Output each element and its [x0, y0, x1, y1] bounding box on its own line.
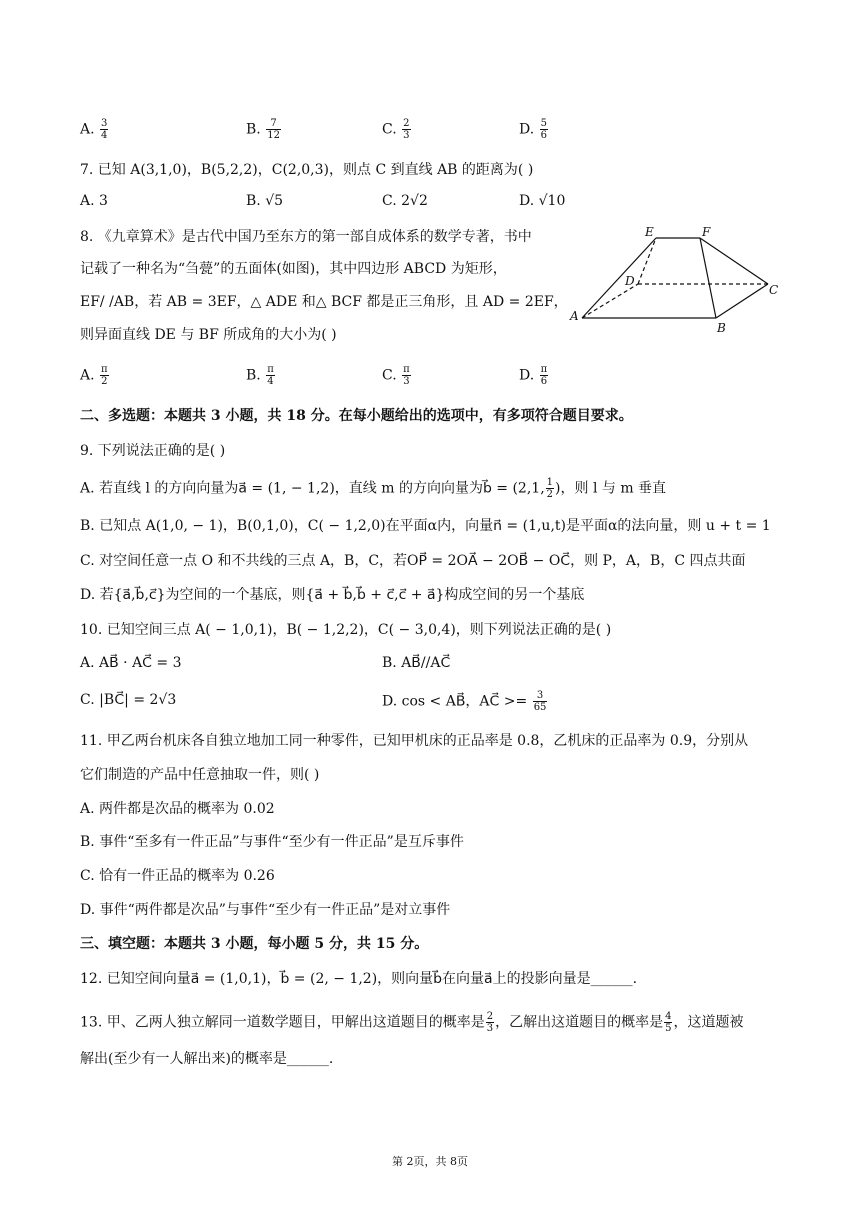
label-c: C — [769, 283, 779, 297]
q7-option-c: C. 2√2 — [382, 193, 428, 209]
q9-option-b: B. 已知点 A(1,0, − 1)，B(0,1,0)，C( − 1,2,0)在平面α内，向量n⃗ = (1,u,t)是平面α的法向量，则 u + t = 1 — [80, 518, 771, 534]
label-e: E — [645, 225, 654, 239]
section-2-heading: 二、多选题：本题共 3 小题，共 18 分。在每小题给出的选项中，有多项符合题目要求。 — [80, 408, 633, 424]
edge-de — [638, 238, 656, 284]
q8-option-b: B. $\frac{\pi}{4}$ — [246, 364, 274, 387]
q10-option-a: A. AB⃗ · AC⃗ = 3 — [80, 655, 182, 671]
q6-option-d: D. $\frac{5}{6}$ — [519, 118, 548, 141]
q8-line-1: 8. 《九章算术》是古代中国乃至东方的第一部自成体系的数学专著，书中 — [80, 229, 532, 245]
q13-line-2: 解出(至少有一人解出来)的概率是______. — [80, 1051, 334, 1067]
q8-line-3: EF/ /AB，若 AB = 3EF，△ ADE 和△ BCF 都是正三角形，且 AD = 2EF， — [80, 294, 568, 310]
q10-option-d: D. cos < AB⃗，AC⃗ >= $\frac{3}{65}$ — [382, 690, 547, 713]
q10-stem: 10. 已知空间三点 A( − 1,0,1)，B( − 1,2,2)，C( − 3,0,4)，则下列说法正确的是( ) — [80, 622, 612, 638]
q7-option-a: A. 3 — [80, 193, 108, 209]
edge-cf — [700, 238, 768, 284]
q8-line-4: 则异面直线 DE 与 BF 所成角的大小为( ) — [80, 327, 337, 343]
q8-option-c: C. $\frac{\pi}{3}$ — [382, 364, 410, 387]
section-3-heading: 三、填空题：本题共 3 小题，每小题 5 分，共 15 分。 — [80, 936, 429, 952]
q6-option-b: B. $\frac{7}{12}$ — [246, 118, 280, 141]
q8-line-2: 记载了一种名为“刍甍”的五面体(如图)，其中四边形 ABCD 为矩形， — [80, 261, 507, 277]
q6-option-c: C. $\frac{2}{3}$ — [382, 118, 410, 141]
page-footer: 第 2页，共 8页 — [392, 1155, 468, 1168]
q11-option-b: B. 事件“至多有一件正品”与事件“至少有一件正品”是互斥事件 — [80, 834, 464, 850]
q8-option-a: A. $\frac{\pi}{2}$ — [80, 364, 108, 387]
q6-option-a: A. $\frac{3}{4}$ — [80, 118, 108, 141]
q13-line-1: 13. 甲、乙两人独立解同一道数学题目，甲解出这道题目的概率是 $\frac{2}{3}$ ，乙解出这道题目的概率是 $\frac{4}{5}$ ，这道题被 — [80, 1011, 744, 1034]
q7-stem: 7. 已知 A(3,1,0)，B(5,2,2)，C(2,0,3)，则点 C 到直线 AB 的距离为( ) — [80, 162, 534, 178]
q9-option-d: D. 若{a⃗,b⃗,c⃗}为空间的一个基底，则{a⃗ + b⃗,b⃗ + c⃗,c⃗ + a⃗}构成空间的另一个基底 — [80, 587, 585, 603]
q9-option-c: C. 对空间任意一点 O 和不共线的三点 A，B，C，若OP⃗ = 2OA⃗ − 2OB⃗ − OC⃗，则 P，A，B，C 四点共面 — [80, 553, 746, 569]
label-b: B — [717, 321, 726, 335]
q11-option-d: D. 事件“两件都是次品”与事件“至少有一件正品”是对立事件 — [80, 902, 451, 918]
q11-line-2: 它们制造的产品中任意抽取一件，则( ) — [80, 767, 320, 783]
q11-option-c: C. 恰有一件正品的概率为 0.26 — [80, 868, 275, 884]
q8-option-d: D. $\frac{\pi}{6}$ — [519, 364, 548, 387]
q12: 12. 已知空间向量a⃗ = (1,0,1)，b⃗ = (2, − 1,2)，则向量b⃗在向量a⃗上的投影向量是______. — [80, 971, 638, 987]
edge-ae — [582, 238, 656, 318]
q7-option-b: B. √5 — [246, 193, 284, 209]
q9-stem: 9. 下列说法正确的是( ) — [80, 443, 226, 459]
q10-option-c: C. |BC⃗| = 2√3 — [80, 692, 177, 708]
q9-option-a: A. 若直线 l 的方向向量为a⃗ = (1, − 1,2)，直线 m 的方向向量为b⃗ = (2,1, $\frac{1}{2}$ )，则 l 与 m 垂直 — [80, 477, 667, 500]
q10-option-b: B. AB⃗//AC⃗ — [382, 655, 451, 671]
q11-option-a: A. 两件都是次品的概率为 0.02 — [80, 801, 275, 817]
q11-line-1: 11. 甲乙两台机床各自独立地加工同一种零件，已知甲机床的正品率是 0.8，乙机床的正品率为 0.9，分别从 — [80, 733, 749, 749]
q8-figure — [568, 224, 788, 336]
label-f: F — [702, 225, 711, 239]
q7-option-d: D. √10 — [519, 193, 566, 209]
edge-ad — [582, 284, 638, 318]
edge-bc — [716, 284, 768, 318]
edge-bf — [700, 238, 716, 318]
label-a: A — [570, 309, 579, 323]
label-d: D — [625, 274, 635, 288]
